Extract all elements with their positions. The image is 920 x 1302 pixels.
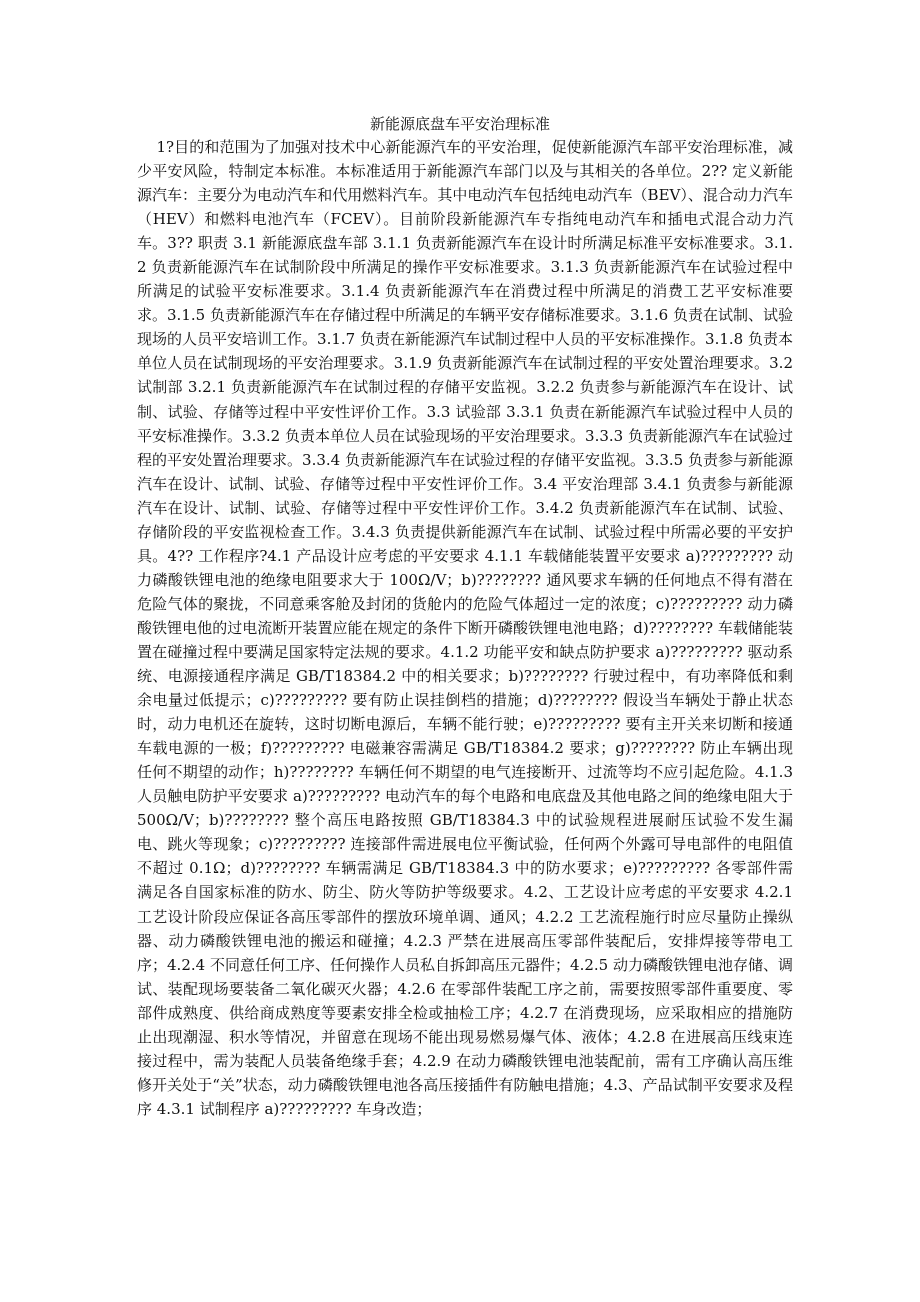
- document-title: 新能源底盘车平安治理标准: [369, 115, 550, 133]
- document-body-text: 1?目的和范围为了加强对技术中心新能源汽车的平安治理，促使新能源汽车部平安治理标准，减少平安风险，特制定本标准。本标准适用于新能源汽车部门以及与其相关的各单位。2?? 定义新能源汽车：主要分为电动汽车和代用燃料汽车。其中电动汽车包括纯电动汽车（BEV）、混合动力汽车（HEV）和燃料电池汽车（FCEV）。目前阶段新能源汽车专指纯电动汽车和插电式混合动力汽车。3?? 职责 3.1 新能源底盘车部 3.1.1 负责新能源汽车在设计时所满足标准平安标准要求。3.1.2 负责新能源汽车在试制阶段中所满足的操作平安标准要求。3.1.3 负责新能源汽车在试验过程中所满足的试验平安标准要求。3.1.4 负责新能源汽车在消费过程中所满足的消费工艺平安标准要求。3.1.5 负责新能源汽车在存储过程中所满足的车辆平安存储标准要求。3.1.6 负责在试制、试验现场的人员平安培训工作。3.1.7 负责在新能源汽车试制过程中人员的平安标准操作。3.1.8 负责本单位人员在试制现场的平安治理要求。3.1.9 负责新能源汽车在试制过程的平安处置治理要求。3.2 试制部 3.2.1 负责新能源汽车在试制过程的存储平安监视。3.2.2 负责参与新能源汽车在设计、试制、试验、存储等过程中平安性评价工作。3.3 试验部 3.3.1 负责在新能源汽车试验过程中人员的平安标准操作。3.3.2 负责本单位人员在试验现场的平安治理要求。3.3.3 负责新能源汽车在试验过程的平安处置治理要求。3.3.4 负责新能源汽车在试验过程的存储平安监视。3.3.5 负责参与新能源汽车在设计、试制、试验、存储等过程中平安性评价工作。3.4 平安治理部 3.4.1 负责参与新能源汽车在设计、试制、试验、存储等过程中平安性评价工作。3.4.2 负责新能源汽车在试制、试验、存储阶段的平安监视检查工作。3.4.3 负责提供新能源汽车在试制、试验过程中所需必要的平安护具。4?? 工作程序?4.1 产品设计应考虑的平安要求 4.1.1 车载储能装置平安要求 a)????????? 动力磷酸铁锂电池的绝缘电阻要求大于 100Ω/V；b)???????? 通风要求车辆的任何地点不得有潜在危险气体的聚拢，不同意乘客舱及封闭的货舱内的危险气体超过一定的浓度；c)????????? 动力磷酸铁锂电他的过电流断开装置应能在规定的条件下断开磷酸铁锂电池电路；d)???????? 车载储能装置在碰撞过程中要满足国家特定法规的要求。4.1.2 功能平安和缺点防护要求 a)????????? 驱动系统、电源接通程序满足 GB/T18384.2 中的相关要求；b)???????? 行驶过程中，有功率降低和剩余电量过低提示；c)????????? 要有防止误挂倒档的措施；d)???????? 假设当车辆处于静止状态时，动力电机还在旋转，这时切断电源后，车辆不能行驶；e)????????? 要有主开关来切断和接通车载电源的一极；f)????????? 电磁兼容需满足 GB/T18384.2 要求；g)???????? 防止车辆出现任何不期望的动作；h)???????? 车辆任何不期望的电气连接断开、过流等均不应引起危险。4.1.3 人员触电防护平安要求 a)????????? 电动汽车的每个电路和电底盘及其他电路之间的绝缘电阻大于 500Ω/V；b)???????? 整个高压电路按照 GB/T18384.3 中的试验规程进展耐压试验不发生漏电、跳火等现象；c)????????? 连接部件需进展电位平衡试验，任何两个外露可导电部件的电阻值不超过 0.1Ω；d)???????? 车辆需满足 GB/T18384.3 中的防水要求；e)????????? 各零部件需满足各自国家标准的防水、防尘、防火等防护等级要求。4.2、工艺设计应考虑的平安要求 4.2.1 工艺设计阶段应保证各高压零部件的摆放环境单调、通风；4.2.2 工艺流程施行时应尽量防止操纵器、动力磷酸铁锂电池的搬运和碰撞；4.2.3 严禁在进展高压零部件装配后，安排焊接等带电工序；4.2.4 不同意任何工序、任何操作人员私自拆卸高压元器件；4.2.5 动力磷酸铁锂电池存储、调试、装配现场要装备二氧化碳灭火器；4.2.6 在零部件装配工序之前，需要按照零部件重要度、零部件成熟度、供给商成熟度等要素安排全检或抽检工序；4.2.7 在消费现场，应采取相应的措施防止出现潮湿、积水等情况，并留意在现场不能出现易燃易爆气体、液体；4.2.8 在进展高压线束连接过程中，需为装配人员装备绝缘手套；4.2.9 在动力磷酸铁锂电池装配前，需有工序确认高压维修开关处于“关”状态，动力磷酸铁锂电池各高压接插件有防触电措施；4.3、产品试制平安要求及程序 4.3.1 试制程序 a)????????? 车身改造；: [137, 138, 793, 1118]
